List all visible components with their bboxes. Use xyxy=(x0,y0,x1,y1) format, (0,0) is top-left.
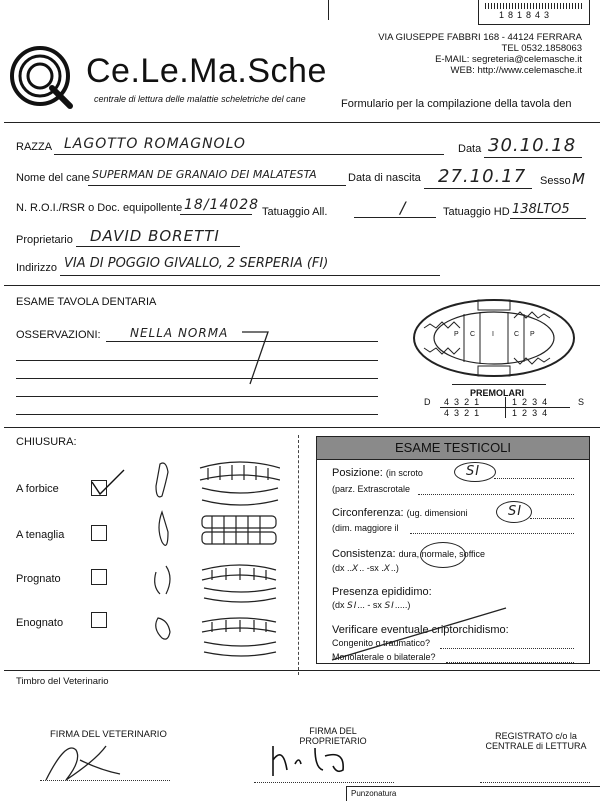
nascita-value: 27.10.17 xyxy=(438,166,527,187)
celemasche-logo xyxy=(8,44,78,114)
osservazioni-value: NELLA NORMA xyxy=(130,326,229,340)
testicoli-header xyxy=(317,437,589,460)
teeth-row-bottom: 4 3 2 1 xyxy=(444,408,480,418)
punzonatura-label: Punzonatura xyxy=(351,789,397,798)
nascita-label: Data di nascita xyxy=(348,172,421,184)
epididimo-values: (dx SI... - sx SI.....) xyxy=(332,600,411,611)
chiusura-label-enognato: Enognato xyxy=(16,617,64,629)
data-label: Data xyxy=(458,143,482,155)
posizione-label: Posizione: (in scroto xyxy=(332,467,423,479)
chiusura-title: CHIUSURA: xyxy=(16,436,77,448)
teeth-grid xyxy=(420,397,590,419)
data-value: 30.10.18 xyxy=(488,135,577,156)
proprietario-label: Proprietario xyxy=(16,234,73,246)
d-label: D xyxy=(424,397,431,407)
diagram-letter-c1: C xyxy=(470,331,476,338)
brand-name: Ce.Le.Ma.Sche xyxy=(86,52,327,90)
teeth-row-top: 4 3 2 1 xyxy=(444,397,480,407)
teeth-row-bottom-left: 1 2 3 4 xyxy=(512,408,548,418)
roi-value: 18/14028 xyxy=(184,197,260,213)
sesso-label: Sesso xyxy=(540,175,571,187)
chiusura-label-tenaglia: A tenaglia xyxy=(16,529,65,541)
nome-label: Nome del cane xyxy=(16,172,90,184)
diagram-letter-i: I xyxy=(492,331,494,338)
registrato-label: REGISTRATO c/o la CENTRALE di LETTURA xyxy=(485,731,587,751)
epididimo-label: Presenza epididimo: xyxy=(332,586,432,598)
teeth-row-top-left: 1 2 3 4 xyxy=(512,397,548,407)
dental-diagram xyxy=(404,288,584,388)
roi-label: N. R.O.I./RSR o Doc. equipollente xyxy=(16,202,183,214)
cripto-label: Verificare eventuale criptorchidismo: xyxy=(332,624,509,636)
diagram-letter-p2: P xyxy=(530,331,535,338)
form-title: Formulario per la compilazione della tavola den xyxy=(341,98,572,110)
firma-prop-label: FIRMA DEL PROPRIETARIO xyxy=(299,726,367,746)
owner-signature xyxy=(265,740,385,780)
checkbox-prognato[interactable] xyxy=(91,569,107,585)
indirizzo-value: VIA DI POGGIO GIVALLO, 2 SERPERIA (FI) xyxy=(64,256,329,271)
punzonatura-box xyxy=(346,786,600,801)
brand-subtitle: centrale di lettura delle malattie scheletriche del cane xyxy=(94,94,306,104)
testicoli-title: ESAME TESTICOLI xyxy=(394,440,512,455)
dental-title: ESAME TAVOLA DENTARIA xyxy=(16,296,157,308)
top-tick xyxy=(328,0,329,20)
chiusura-label-prognato: Prognato xyxy=(16,573,61,585)
address-line: VIA GIUSEPPE FABBRI 168 - 44124 FERRARA xyxy=(378,32,582,43)
nome-value: SUPERMAN DE GRANAIO DEI MALATESTA xyxy=(92,168,317,181)
osservazioni-label: OSSERVAZIONI: xyxy=(16,329,101,341)
bite-illustrations xyxy=(140,458,280,658)
circonferenza-circle xyxy=(496,501,532,523)
posizione-sub: (parz. Extrascrotale xyxy=(332,484,411,494)
consistenza-normale-circle xyxy=(420,542,466,568)
firma-vet-label: FIRMA DEL VETERINARIO xyxy=(50,729,167,740)
contact-block xyxy=(378,32,582,76)
posizione-value: SI xyxy=(466,464,481,479)
posizione-circle xyxy=(454,462,496,482)
serial-box xyxy=(478,0,590,25)
tel-line: TEL 0532.1858063 xyxy=(501,43,582,54)
cripto-strike xyxy=(330,606,510,662)
s-label: S xyxy=(578,397,585,407)
vet-signature xyxy=(40,730,130,790)
checkmark-forbice xyxy=(88,468,128,498)
tatuaggio-value: / xyxy=(400,198,407,217)
serial-number: 181843 xyxy=(499,10,554,20)
consistenza-label: Consistenza: dura, normale, soffice xyxy=(332,548,486,560)
diagram-letter-c2: C xyxy=(514,331,520,338)
circonferenza-sub: (dim. maggiore il xyxy=(332,523,399,533)
tatuaggio-hd-value: 138LTO5 xyxy=(512,202,570,217)
cripto-q1: Congenito o traumatico? xyxy=(332,638,431,648)
diagram-letter-p1: P xyxy=(454,331,459,338)
chiusura-label-forbice: A forbice xyxy=(16,483,59,495)
circonferenza-label: Circonferenza: (ug. dimensioni xyxy=(332,507,468,519)
cripto-q2: Monolaterale o bilaterale? xyxy=(332,652,436,662)
indirizzo-label: Indirizzo xyxy=(16,262,57,274)
sesso-value: M xyxy=(572,170,586,188)
premolari-label: PREMOLARI xyxy=(470,388,524,398)
proprietario-value: DAVID BORETTI xyxy=(90,227,220,245)
osservazioni-strike xyxy=(240,328,270,388)
tatuaggio-label: Tatuaggio All. xyxy=(262,206,328,218)
web-line: WEB: http://www.celemasche.it xyxy=(450,65,582,76)
checkbox-tenaglia[interactable] xyxy=(91,525,107,541)
timbro-label: Timbro del Veterinario xyxy=(16,676,109,687)
razza-value: LAGOTTO ROMAGNOLO xyxy=(64,136,246,152)
email-line: E-MAIL: segreteria@celemasche.it xyxy=(435,54,582,65)
consistenza-dx: (dx ..X.. -sx .X..) xyxy=(332,563,399,574)
barcode-strip xyxy=(485,3,583,9)
circonferenza-value: SI xyxy=(508,504,523,519)
tatuaggio-hd-label: Tatuaggio HD xyxy=(443,206,510,218)
checkbox-enognato[interactable] xyxy=(91,612,107,628)
razza-label: RAZZA xyxy=(16,141,53,153)
